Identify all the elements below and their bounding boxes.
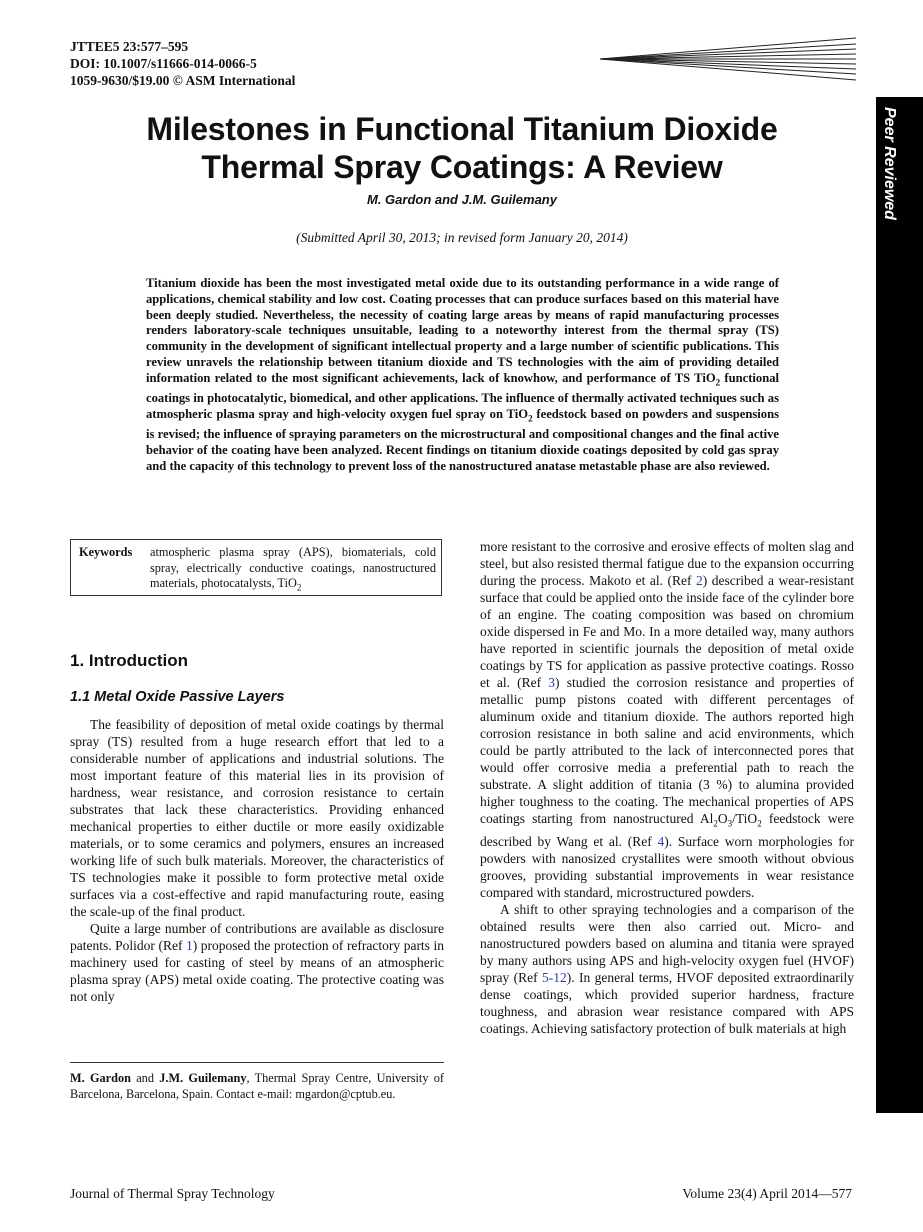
footnote-divider (70, 1062, 444, 1063)
authors: M. Gardon and J.M. Guilemany (367, 192, 557, 207)
abstract: Titanium dioxide has been the most investigated metal oxide due to its outstanding performance in a wide range of applications, chemical stability and low cost. Coating processes that can produce surfaces based on this material have been deeply studied. Nevertheless, the necessity of coating large areas by means of rapid manufacturing processes renders laboratory-scale techniques unsuitable, leading to a noteworthy interest from the thermal spray (TS) community in the development of significant intellectual property and a large number of scientific publications. This review unravels the relationship between titanium dioxide and TS technologies with the aim of providing detailed information related to the most significant achievements, lack of knowhow, and performance of TS TiO$_2$ functional coatings in photocatalytic, biomedical, and other applications. The influence of thermally activated techniques such as atmospheric plasma spray and high-velocity oxygen fuel spray on TiO$_2$ feedstock based on powders and suspensions is revised; the influence of spraying parameters on the microstructural and compositional changes and the final active behavior of the coating have been analyzed. Recent findings on titanium dioxide coatings deposited by cold gas spray and the capacity of this technology to prevent loss of the nanostructured anatase metastable phase are also reviewed. (146, 276, 779, 473)
section-heading: 1. Introduction (70, 651, 189, 670)
article-title (70, 110, 854, 186)
title-line-2: Thermal Spray Coatings: A Review (201, 149, 723, 185)
paragraph: Quite a large number of contributions are available as disclosure patents. Polidor (Ref 1) proposed the protection of refractory parts in machinery used for casting of steel by means of an atmospheric plasma spray (APS) metal oxide coating. The protective coating was not only (70, 921, 444, 1004)
reference-link[interactable]: 2 (696, 573, 703, 588)
paragraph: The feasibility of deposition of metal oxide coatings by thermal spray (TS) resulted from a huge research effort that led to a considerable number of applications and industrial solutions. The most important feature of this material lies in its provision of hardness, wear resistance, and corrosion resistance to certain substrates that lack these characteristics. Providing enhanced mechanical properties to either ductile or more easily oxidizable materials, or to some ceramics and polymers, ensures an increased working life of such bulk materials. Moreover, the characteristics of TS technologies make it possible to form protective metal oxide surfaces via a cost-effective and rapid manufacturing route, easing the scale-up of the final product. (70, 717, 444, 919)
footer-journal: Journal of Thermal Spray Technology (70, 1186, 275, 1201)
reference-link[interactable]: 3 (548, 675, 556, 690)
journal-header (70, 38, 295, 89)
paragraph: A shift to other spraying technologies and a comparison of the obtained results were then also carried out. Micro- and nanostructured powders based on alumina and titania were sprayed by many authors using APS and high-velocity oxygen fuel (HVOF) spray (Ref 5-12). In general terms, HVOF deposited extraordinarily dense coatings, which provided superior hardness, fracture toughness, and abrasion wear resistance compared with APS coatings. Achieving satisfactory protection of bulk materials at high (480, 901, 855, 1036)
keywords-box (70, 539, 442, 596)
paragraph: more resistant to the corrosive and erosive effects of molten slag and steel, but also resisted thermal fatigue due to the expansion occurring during the process. Makoto et al. (Ref 2) described a wear-resistant surface that could be applied onto the inside face of the cylinder bore of an engine. The coating composition was based on chromium oxide dispersed in Fe and Mo. In a more detailed way, many authors have reported in scientific journals the deposition of metal oxide coatings by TS for application as passive protective coatings. Rosso et al. (Ref 3) studied the corrosion resistance and properties of metallic pump pistons coated with different percentages of aluminum oxide and titanium dioxide. The authors reported high corrosion resistance in both saline and acid environments, which could be partly attributed to the lack of interconnected pores that would offer corrosive media a preferential path to reach the substrate. A slight addition of titania (3 %) to alumina provided higher toughness to the coating. The mechanical properties of APS coatings starting from nanostructured $Al_2O_3/TiO_2$ feedstock were described by Wang et al. (Ref 4). Surface worn morphologies for powders with nanosized crystallites were smooth without obvious grooves, providing substantial improvements in wear resistance compared with standard, microstructured powders. (480, 539, 855, 900)
right-column (480, 538, 854, 1037)
author-footnote: M. Gardon and J.M. Guilemany, Thermal Spray Centre, University of Barcelona, Barcelona, Spain. Contact e-mail: mgardon@cptub.eu. (70, 1071, 444, 1101)
price-publisher: 1059-9630/$19.00 © ASM International (70, 73, 296, 88)
keywords-text: atmospheric plasma spray (APS), biomaterials, cold spray, electrically conductive coatings, nanostructured materials, photocatalysts, TiO$_2$ (150, 545, 436, 593)
header-lines-graphic (600, 36, 856, 82)
keywords-label: Keywords (79, 545, 133, 559)
title-line-1: Milestones in Functional Titanium Dioxide (146, 111, 778, 147)
reference-link[interactable]: 1 (186, 938, 193, 953)
left-column (70, 716, 444, 1005)
journal-code: JTTEE5 23:577–595 (70, 39, 189, 54)
sidebar-label: Peer Reviewed (881, 107, 898, 220)
peer-reviewed-sidebar (876, 97, 923, 1113)
footer-volume-page: Volume 23(4) April 2014—577 (682, 1186, 852, 1201)
doi: DOI: 10.1007/s11666-014-0066-5 (70, 56, 257, 71)
reference-link[interactable]: 4 (657, 833, 665, 849)
subsection-heading: 1.1 Metal Oxide Passive Layers (70, 689, 285, 705)
submission-dates: (Submitted April 30, 2013; in revised form January 20, 2014) (296, 230, 628, 245)
reference-link[interactable]: 5-12 (542, 969, 567, 985)
